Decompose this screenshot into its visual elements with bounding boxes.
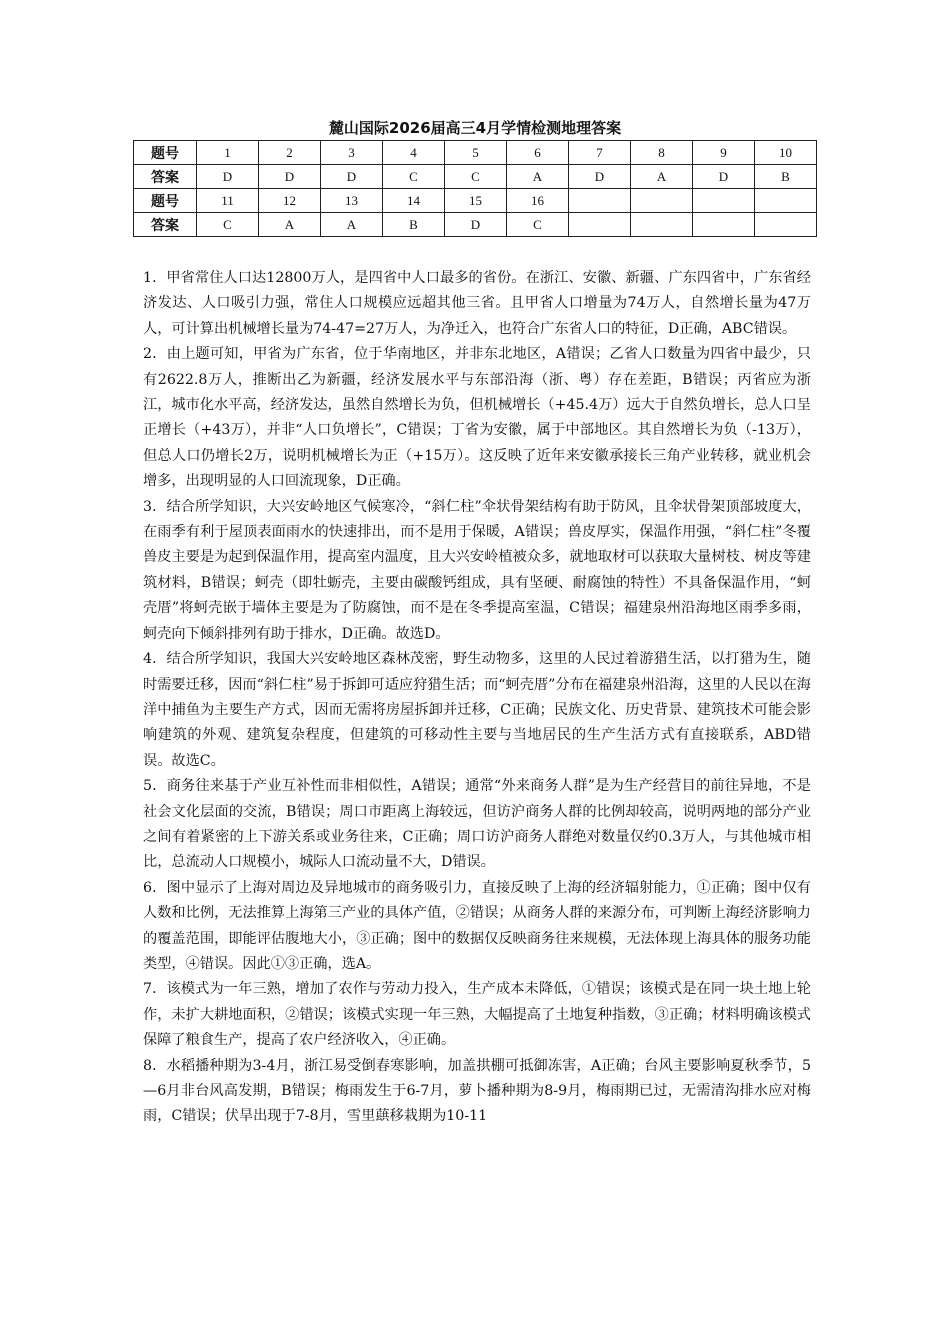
table-cell: 12 [259, 189, 321, 213]
table-cell: D [197, 165, 259, 189]
table-cell: C [197, 213, 259, 237]
table-cell [631, 213, 693, 237]
explanation-paragraph: 8．水稻播种期为3-4月，浙江易受倒春寒影响，加盖拱棚可抵御冻害，A正确；台风主要影响夏秋季节，5—6月非台风高发期，B错误；梅雨发生于6-7月，萝卜播种期为8-9月，梅雨期已过，无需清沟排水应对梅雨，C错误；伏旱出现于7-8月，雪里蕻移栽期为10-11 [143, 1057, 811, 1125]
table-cell: B [383, 213, 445, 237]
table-cell: D [569, 165, 631, 189]
table-cell [755, 189, 817, 213]
table-cell: 4 [383, 141, 445, 165]
table-cell [755, 213, 817, 237]
table-cell [631, 189, 693, 213]
table-cell: 2 [259, 141, 321, 165]
table-cell: 9 [693, 141, 755, 165]
table-cell: 15 [445, 189, 507, 213]
table-cell: 10 [755, 141, 817, 165]
table-cell: 8 [631, 141, 693, 165]
row-header-cell: 题号 [134, 141, 197, 165]
table-cell: 14 [383, 189, 445, 213]
table-cell: D [693, 165, 755, 189]
table-cell: C [445, 165, 507, 189]
explanation-paragraph: 7．该模式为一年三熟，增加了农作与劳动力投入，生产成本未降低，①错误；该模式是在同一块土地上轮作，未扩大耕地面积，②错误；该模式实现一年三熟，大幅提高了土地复种指数，③正确；材料明确该模式保障了粮食生产，提高了农户经济收入，④正确。 [143, 981, 811, 1049]
explanation-paragraph: 5．商务往来基于产业互补性而非相似性，A错误；通常“外来商务人群”是为生产经营目的前往异地，不是社会文化层面的交流，B错误；周口市距离上海较远，但访沪商务人群的比例却较高，说明两地的部分产业之间有着紧密的上下游关系或业务往来，C正确；周口访沪商务人群绝对数量仅约0.3万人，与其他城市相比，总流动人口规模小，城际人口流动量不大，D错误。 [143, 778, 811, 871]
table-cell: A [321, 213, 383, 237]
explanation-paragraph: 6．图中显示了上海对周边及异地城市的商务吸引力，直接反映了上海的经济辐射能力，①正确；图中仅有人数和比例，无法推算上海第三产业的具体产值，②错误；从商务人群的来源分布，可判断上海经济影响力的覆盖范围，即能评估腹地大小，③正确；图中的数据仅反映商务往来规模，无法体现上海具体的服务功能类型，④错误。因此①③正确，选A。 [143, 879, 811, 972]
table-cell: D [445, 213, 507, 237]
table-cell [693, 189, 755, 213]
row-header-cell: 题号 [134, 189, 197, 213]
table-row [134, 141, 817, 165]
row-header-cell: 答案 [134, 213, 197, 237]
explanation-paragraph: 2．由上题可知，甲省为广东省，位于华南地区，并非东北地区，A错误；乙省人口数量为四省中最少，只有2622.8万人，推断出乙为新疆，经济发展水平与东部沿海（浙、粤）存在差距，B错误；丙省应为浙江，城市化水平高，经济发达，虽然自然增长为负，但机械增长（+45.4万）远大于自然负增长，总人口呈正增长（+43万），并非“人口负增长”，C错误；丁省为安徽，属于中部地区。其自然增长为负（-13万），但总人口仍增长2万，说明机械增长为正（+15万）。这反映了近年来安徽承接长三角产业转移，就业机会增多，出现明显的人口回流现象，D正确。 [143, 346, 811, 490]
table-cell: A [507, 165, 569, 189]
table-cell: C [383, 165, 445, 189]
table-cell: 11 [197, 189, 259, 213]
row-header-cell: 答案 [134, 165, 197, 189]
table-cell [693, 213, 755, 237]
table-cell: A [259, 213, 321, 237]
table-row [134, 189, 817, 213]
table-cell: 16 [507, 189, 569, 213]
table-row [134, 165, 817, 189]
table-cell: C [507, 213, 569, 237]
explanation-paragraph: 1．甲省常住人口达12800万人，是四省中人口最多的省份。在浙江、安徽、新疆、广东四省中，广东省经济发达、人口吸引力强，常住人口规模应远超其他三省。且甲省人口增量为74万人，自然增长量为47万人，可计算出机械增长量为74-47=27万人，为净迁入，也符合广东省人口的特征，D正确，ABC错误。 [143, 270, 811, 337]
page-title: 麓山国际2026届高三4月学情检测地理答案 [328, 119, 622, 137]
table-cell [569, 213, 631, 237]
table-row [134, 213, 817, 237]
table-cell: B [755, 165, 817, 189]
table-cell: 1 [197, 141, 259, 165]
table-cell: 7 [569, 141, 631, 165]
explanation-section [143, 266, 811, 1130]
explanation-paragraph: 4．结合所学知识，我国大兴安岭地区森林茂密，野生动物多，这里的人民过着游猎生活，以打猎为生，随时需要迁移，因而“斜仁柱”易于拆卸可适应狩猎生活；而“蚵壳厝”分布在福建泉州沿海，这里的人民以在海洋中捕鱼为主要生产方式，因而无需将房屋拆卸并迁移，C正确；民族文化、历史背景、建筑技术可能会影响建筑的外观、建筑复杂程度，但建筑的可移动性主要与当地居民的生产生活方式有直接联系，ABD错误。故选C。 [143, 651, 811, 769]
explanation-paragraph: 3．结合所学知识，大兴安岭地区气候寒冷，“斜仁柱”伞状骨架结构有助于防风，且伞状骨架顶部坡度大，在雨季有利于屋顶表面雨水的快速排出，而不是用于保暖，A错误；兽皮厚实，保温作用强，“斜仁柱”冬覆兽皮主要是为起到保温作用，提高室内温度，且大兴安岭植被众多，就地取材可以获取大量树枝、树皮等建筑材料，B错误；蚵壳（即牡蛎壳，主要由碳酸钙组成，具有坚硬、耐腐蚀的特性）不具备保温作用，“蚵壳厝”将蚵壳嵌于墙体主要是为了防腐蚀，而不是在冬季提高室温，C错误；福建泉州沿海地区雨季多雨，蚵壳向下倾斜排列有助于排水，D正确。故选D。 [143, 498, 811, 642]
table-cell: D [259, 165, 321, 189]
answer-table [133, 140, 817, 237]
table-cell: 13 [321, 189, 383, 213]
table-cell: D [321, 165, 383, 189]
table-cell: 6 [507, 141, 569, 165]
table-cell: A [631, 165, 693, 189]
table-cell: 5 [445, 141, 507, 165]
table-cell [569, 189, 631, 213]
table-cell: 3 [321, 141, 383, 165]
